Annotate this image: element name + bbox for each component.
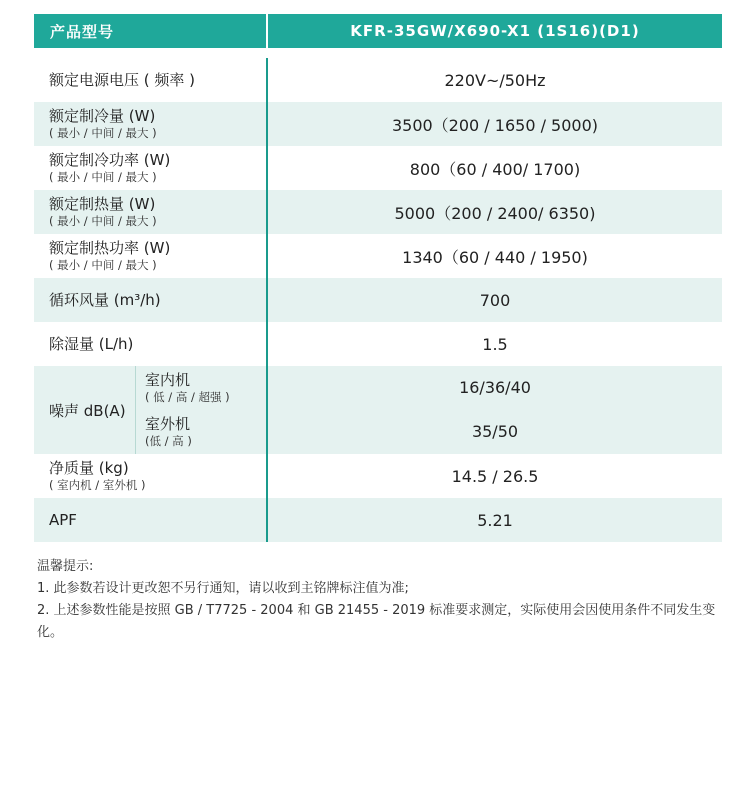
- row-label: 额定制热量 (W): [49, 195, 156, 213]
- row-value: 5.21: [267, 498, 722, 542]
- header-label: 产品型号: [34, 14, 267, 48]
- header-model: KFR-35GW/X690-X1 (1S16)(D1): [267, 14, 722, 48]
- table-row: [34, 146, 722, 190]
- row-label: 额定制热功率 (W): [49, 239, 171, 257]
- table-header: [34, 14, 722, 48]
- table-row: [34, 454, 722, 498]
- row-sublabel: ( 最小 / 中间 / 最大 ): [49, 214, 157, 228]
- row-value: 5000（200 / 2400/ 6350): [267, 190, 722, 234]
- notes: [37, 556, 727, 644]
- notes-line-2: 2. 上述参数性能是按照 GB / T7725 - 2004 和 GB 21455 - 2019 标准要求测定，实际使用会因使用条件不同发生变化。: [37, 603, 716, 640]
- row-sublabel: ( 最小 / 中间 / 最大 ): [49, 170, 157, 184]
- noise-row: [34, 366, 722, 454]
- notes-title: 温馨提示:: [37, 559, 94, 574]
- row-sublabel: ( 最小 / 中间 / 最大 ): [49, 126, 157, 140]
- row-label: 除湿量 (L/h): [49, 334, 134, 353]
- row-label: 额定制冷量 (W): [49, 107, 156, 125]
- noise-outdoor-label: 室外机: [145, 415, 191, 433]
- row-value: 3500（200 / 1650 / 5000): [267, 102, 722, 146]
- table-row: [34, 190, 722, 234]
- noise-indoor-value: 16/36/40: [459, 378, 531, 397]
- row-value: 1.5: [482, 334, 508, 354]
- table-row: [34, 102, 722, 146]
- row-value: 220V~/50Hz: [444, 70, 546, 90]
- table-row: [34, 58, 722, 102]
- noise-indoor-sub: ( 低 / 高 / 超强 ): [145, 390, 230, 404]
- noise-outdoor-sub: (低 / 高 ): [145, 434, 192, 448]
- row-value: 800（60 / 400/ 1700): [409, 159, 581, 179]
- row-label: 循环风量 (m³/h): [49, 290, 161, 309]
- row-value: 700: [267, 278, 722, 322]
- table-row: [34, 322, 722, 366]
- row-sublabel: ( 最小 / 中间 / 最大 ): [49, 258, 157, 272]
- table-row: [34, 278, 722, 322]
- noise-outdoor-value: 35/50: [471, 422, 519, 441]
- spec-table: [34, 14, 722, 542]
- noise-indoor-label: 室内机: [145, 371, 191, 389]
- row-label: APF: [49, 510, 77, 529]
- notes-line-1: 1. 此参数若设计更改恕不另行通知，请以收到主铭牌标注值为准;: [37, 581, 409, 596]
- row-value: 14.5 / 26.5: [451, 466, 539, 486]
- table-row: [34, 498, 722, 542]
- row-label: 额定电源电压 ( 频率 ): [49, 70, 196, 89]
- table-row: [34, 234, 722, 278]
- row-value: 1340（60 / 440 / 1950): [402, 247, 588, 267]
- row-sublabel: ( 室内机 / 室外机 ): [49, 478, 146, 492]
- noise-label: 噪声 dB(A): [49, 401, 126, 420]
- row-label: 净质量 (kg): [49, 459, 129, 477]
- row-label: 额定制冷功率 (W): [49, 151, 171, 169]
